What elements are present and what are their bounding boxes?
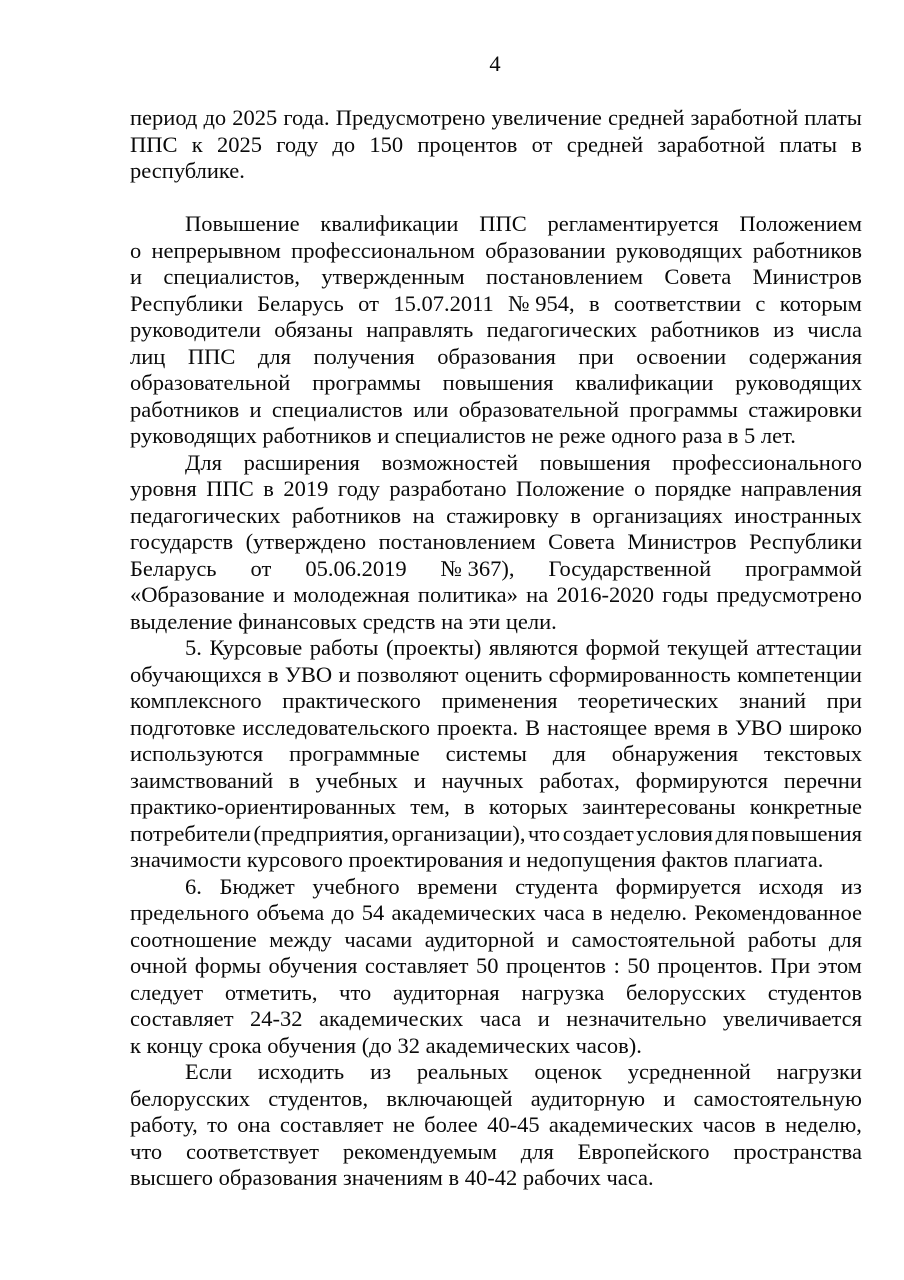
paragraph <box>130 1059 862 1192</box>
text-line: период до 2025 года. Предусмотрено увеличение средней заработной платы <box>130 105 862 130</box>
text-line: о непрерывном профессиональном образовании руководящих работников <box>130 237 862 263</box>
text-line: комплексного практического применения теоретических знаний при <box>130 688 862 713</box>
page-number: 4 <box>489 51 501 76</box>
text-line: лиц ППС для получения образования при освоении содержания <box>130 343 862 369</box>
paragraph <box>130 105 862 185</box>
text-line: к концу срока обучения (до 32 академических часов). <box>130 1032 642 1058</box>
text-line: следует отметить, что аудиторная нагрузка белорусских студентов <box>130 979 862 1005</box>
paragraph <box>130 635 862 874</box>
text-line: Республики Беларусь от 15.07.2011 № 954, в соответствии с которым <box>130 290 862 316</box>
text-line: предельного объема до 54 академических часа в неделю. Рекомендованное <box>130 900 862 925</box>
text-line: потребители (предприятия, организации), что создает условия для повышения <box>130 820 862 846</box>
text-line: подготовке исследовательского проекта. В настоящее время в УВО широко <box>130 714 862 740</box>
text-line: образовательной программы повышения квалификации руководящих <box>130 370 862 395</box>
text-line: белорусских студентов, включающей аудиторную и самостоятельную <box>130 1085 862 1111</box>
text-line: уровня ППС в 2019 году разработано Положение о порядке направления <box>130 476 862 501</box>
text-line: работников и специалистов или образовательной программы стажировки <box>130 396 862 422</box>
text-line: Повышение квалификации ППС регламентируется Положением <box>185 211 862 236</box>
text-line: заимствований в учебных и научных работах, формируются перечни <box>130 767 862 793</box>
text-line: что соответствует рекомендуемым для Европейского пространства <box>130 1138 862 1164</box>
text-line: педагогических работников на стажировку в организациях иностранных <box>130 502 862 528</box>
text-line: руководящих работников и специалистов не реже одного раза в 5 лет. <box>130 423 796 448</box>
paragraph <box>130 450 862 636</box>
text-line: 5. Курсовые работы (проекты) являются формой текущей аттестации <box>185 635 862 660</box>
text-line: 6. Бюджет учебного времени студента формируется исходя из <box>185 873 862 899</box>
text-line: руководители обязаны направлять педагогических работников из числа <box>130 317 862 342</box>
text-line: «Образование и молодежная политика» на 2016-2020 годы предусмотрено <box>130 582 862 607</box>
text-line: очной формы обучения составляет 50 процентов : 50 процентов. При этом <box>130 953 862 978</box>
document-body <box>130 105 862 1192</box>
text-line: высшего образования значениям в 40-42 рабочих часа. <box>130 1165 654 1190</box>
text-line: республике. <box>130 158 245 183</box>
text-line: Беларусь от 05.06.2019 № 367), Государственной программой <box>130 555 862 581</box>
text-line: обучающихся в УВО и позволяют оценить сформированность компетенции <box>130 661 862 687</box>
text-line: составляет 24-32 академических часа и незначительно увеличивается <box>130 1006 862 1031</box>
text-line: Для расширения возможностей повышения профессионального <box>185 449 862 475</box>
text-line: и специалистов, утвержденным постановлением Совета Министров <box>130 264 862 289</box>
text-line: используются программные системы для обнаружения текстовых <box>130 741 862 766</box>
text-line: Если исходить из реальных оценок усредненной нагрузки <box>185 1059 862 1084</box>
text-line: государств (утверждено постановлением Совета Министров Республики <box>130 529 862 554</box>
paragraph <box>130 211 862 450</box>
text-line: работу, то она составляет не более 40-45 академических часов в неделю, <box>130 1112 862 1137</box>
text-line: значимости курсового проектирования и недопущения фактов плагиата. <box>130 847 824 872</box>
text-line: ППС к 2025 году до 150 процентов от средней заработной платы в <box>130 131 862 157</box>
text-line: практико-ориентированных тем, в которых заинтересованы конкретные <box>130 794 862 819</box>
text-line: соотношение между часами аудиторной и самостоятельной работы для <box>130 926 862 952</box>
paragraph <box>130 874 862 1060</box>
text-line: выделение финансовых средств на эти цели. <box>130 608 557 634</box>
